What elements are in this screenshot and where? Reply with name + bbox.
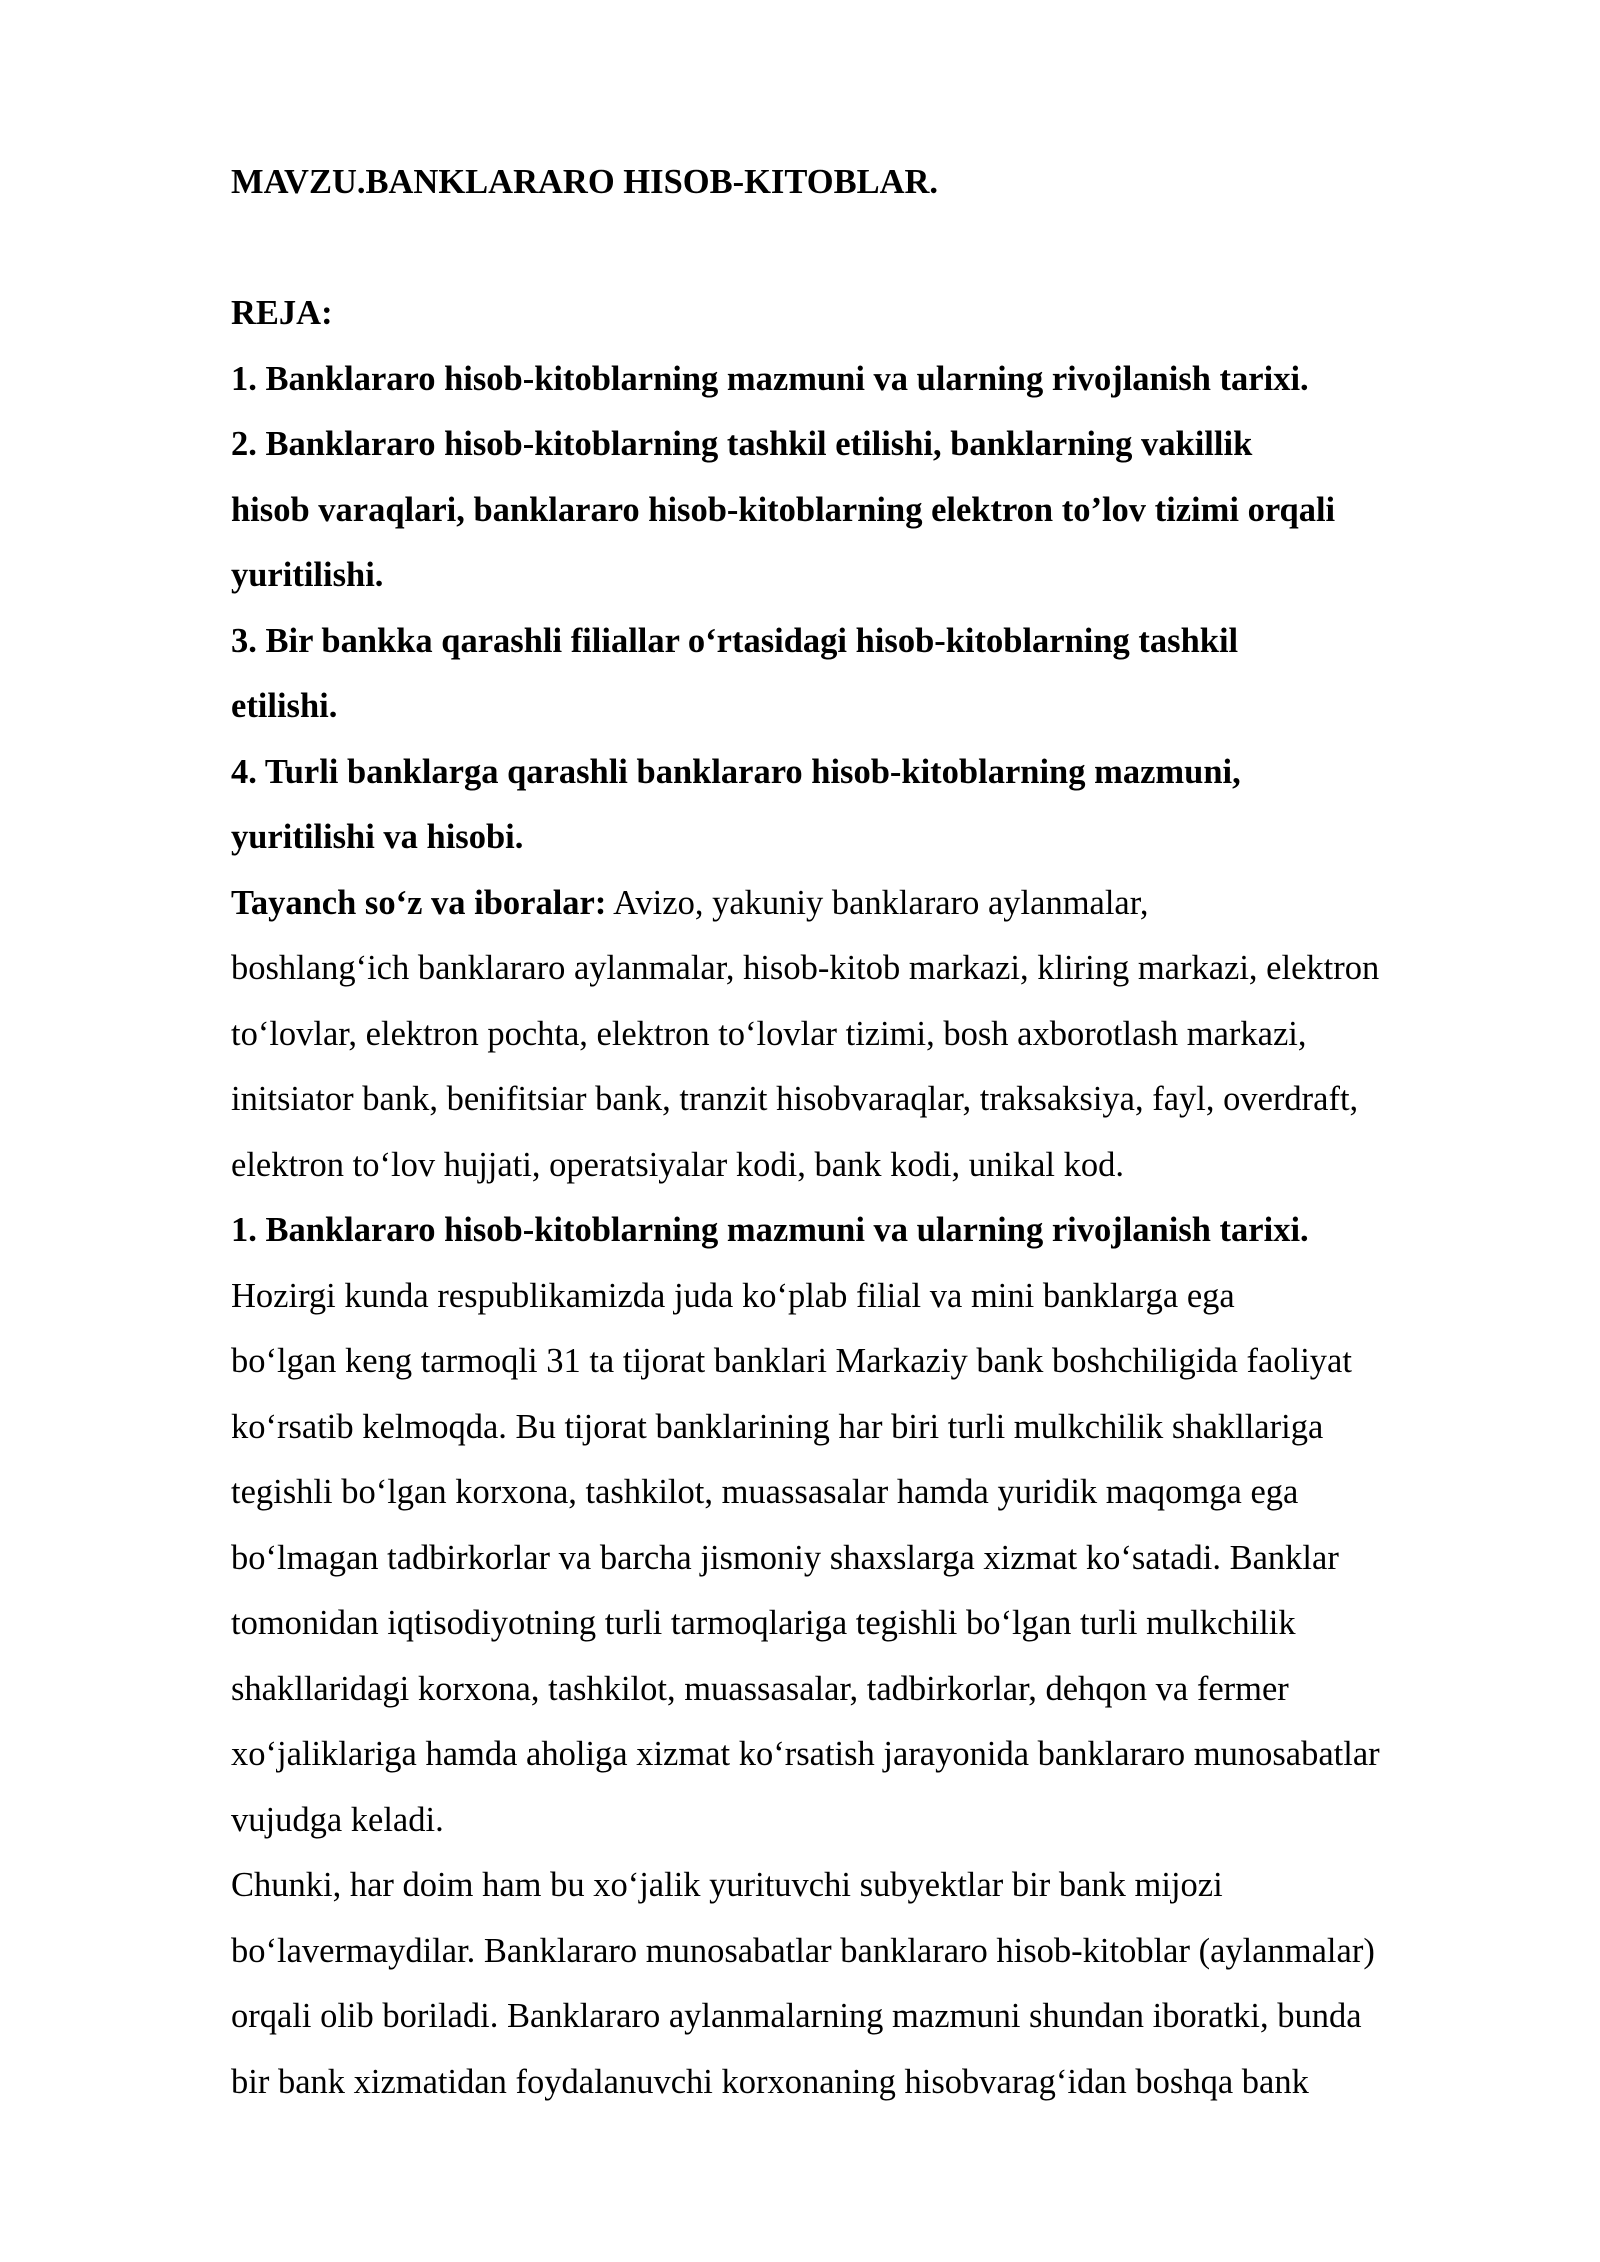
body-line: tegishli bo‘lgan korxona, tashkilot, muassasalar hamda yuridik maqomga ega — [231, 1473, 1299, 1511]
body-text — [231, 1264, 1531, 2116]
keywords-line: boshlang‘ich banklararo aylanmalar, hisob-kitob markazi, kliring markazi, elektron — [231, 949, 1380, 987]
body-line: bo‘lgan keng tarmoqli 31 ta tijorat banklari Markaziy bank boshchiligida faoliyat — [231, 1342, 1352, 1380]
plan-list — [231, 347, 1531, 871]
body-line: bo‘lmagan tadbirkorlar va barcha jismoniy shaxslarga xizmat ko‘satadi. Banklar — [231, 1538, 1339, 1577]
body-line: Hozirgi kunda respublikamizda juda ko‘plab filial va mini banklarga ega — [231, 1276, 1235, 1315]
plan-line: hisob varaqlari, banklararo hisob-kitoblarning elektron to’lov tizimi orqali — [231, 490, 1336, 529]
keywords-label: Tayanch so‘z va iboralar: — [231, 883, 607, 922]
body-line: bo‘lavermaydilar. Banklararo munosabatlar banklararo hisob-kitoblar (aylanmalar) — [231, 1931, 1375, 1970]
plan-line: 4. Turli banklarga qarashli banklararo hisob-kitoblarning mazmuni, — [231, 752, 1241, 791]
body-line: orqali olib boriladi. Banklararo aylanmalarning mazmuni shundan iboratki, bunda — [231, 1997, 1362, 2035]
plan-heading: REJA: — [231, 294, 333, 332]
blank-line — [231, 216, 1531, 282]
keywords-line: elektron to‘lov hujjati, operatsiyalar kodi, bank kodi, unikal kod. — [231, 1145, 1124, 1184]
plan-line: 3. Bir bankka qarashli filiallar o‘rtasidagi hisob-kitoblarning tashkil — [231, 621, 1239, 660]
body-line: Chunki, har doim ham bu xo‘jalik yurituvchi subyektlar bir bank mijozi — [231, 1866, 1223, 1904]
document-title: MAVZU.BANKLARARO HISOB-KITOBLAR. — [231, 163, 939, 201]
plan-line: 1. Banklararo hisob-kitoblarning mazmuni va ularning rivojlanish tarixi. — [231, 359, 1309, 398]
document-page — [231, 150, 1531, 2115]
plan-line: yuritilishi. — [231, 556, 384, 594]
keywords-text: Avizo, yakuniy banklararo aylanmalar, — [606, 883, 1149, 922]
body-line: xo‘jaliklariga hamda aholiga xizmat ko‘rsatish jarayonida banklararo munosabatlar — [231, 1735, 1380, 1773]
keywords-line: initsiator bank, benifitsiar bank, tranzit hisobvaraqlar, traksaksiya, fayl, overdraft, — [231, 1080, 1359, 1118]
keywords-line: to‘lovlar, elektron pochta, elektron to‘lovlar tizimi, bosh axborotlash markazi, — [231, 1014, 1307, 1053]
body-line: shakllaridagi korxona, tashkilot, muassasalar, tadbirkorlar, dehqon va fermer — [231, 1669, 1289, 1708]
body-line: tomonidan iqtisodiyotning turli tarmoqlariga tegishli bo‘lgan turli mulkchilik — [231, 1604, 1296, 1642]
plan-line: 2. Banklararo hisob-kitoblarning tashkil etilishi, banklarning vakillik — [231, 425, 1253, 463]
body-line: vujudga keladi. — [231, 1800, 444, 1839]
body-line: bir bank xizmatidan foydalanuvchi korxonaning hisobvarag‘idan boshqa bank — [231, 2062, 1309, 2101]
plan-line: yuritilishi va hisobi. — [231, 818, 524, 856]
plan-line: etilishi. — [231, 687, 338, 725]
keywords-first-line — [231, 871, 1531, 937]
keywords-block — [231, 871, 1531, 1199]
body-line: ko‘rsatib kelmoqda. Bu tijorat banklarining har biri turli mulkchilik shakllariga — [231, 1407, 1324, 1446]
section-heading: 1. Banklararo hisob-kitoblarning mazmuni va ularning rivojlanish tarixi. — [231, 1211, 1309, 1249]
